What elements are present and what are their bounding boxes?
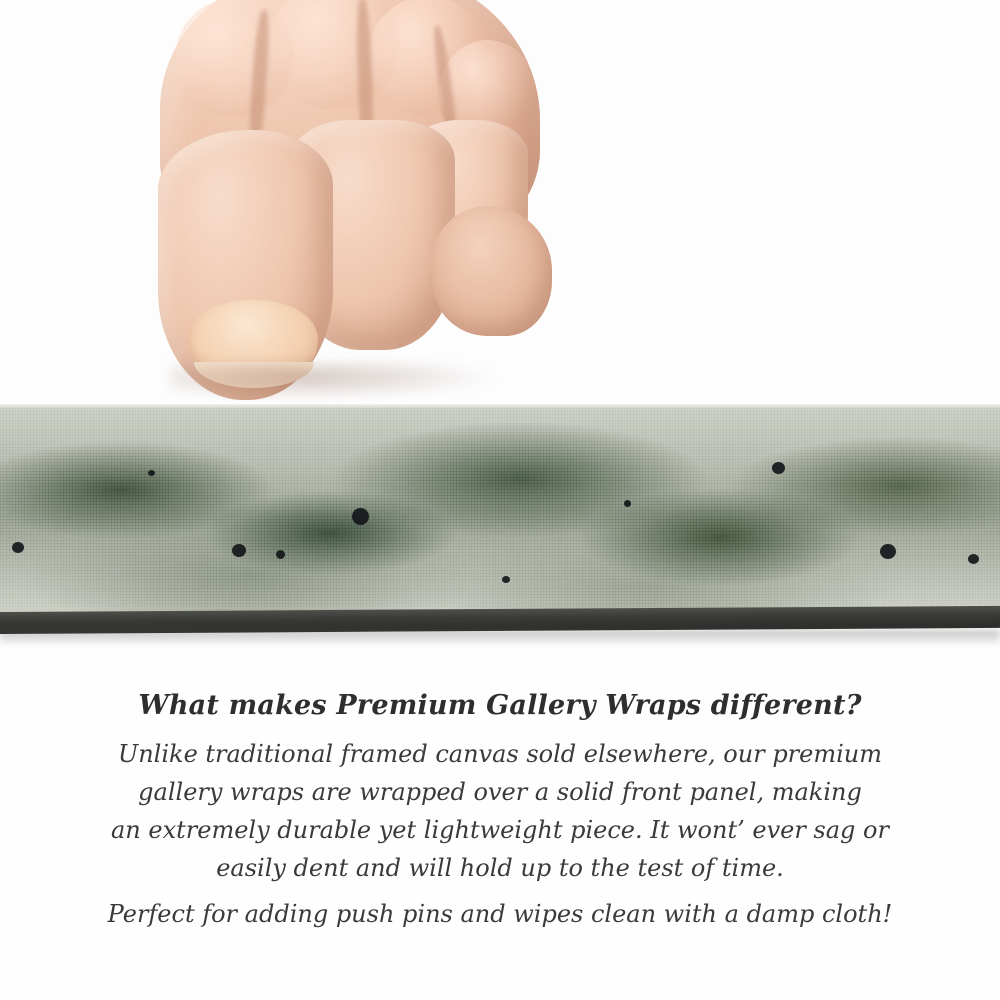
canvas-speck	[148, 470, 155, 476]
thumb	[432, 206, 552, 336]
canvas-speck	[232, 544, 246, 557]
caption-line-1: Unlike traditional framed canvas sold elsewhere, our premium	[117, 740, 882, 768]
canvas-drop-shadow	[0, 630, 1000, 646]
caption-line-3: an extremely durable yet lightweight piece. It wont’ ever sag or	[111, 816, 889, 844]
canvas-edge-strip	[0, 404, 1000, 619]
canvas-speck	[880, 544, 896, 559]
canvas-speck	[352, 508, 369, 525]
caption-line-2: gallery wraps are wrapped over a solid front panel, making	[138, 778, 862, 806]
caption-block	[0, 690, 1000, 933]
canvas-speck	[502, 576, 510, 583]
hand-shadow	[170, 362, 500, 400]
canvas-top-highlight	[0, 404, 1000, 409]
caption-closing-line: Perfect for adding push pins and wipes clean with a damp cloth!	[107, 900, 893, 928]
canvas-speck	[624, 500, 631, 507]
canvas-speck	[276, 550, 285, 559]
hand-illustration	[140, 0, 560, 420]
canvas-speck	[772, 462, 785, 474]
caption-heading: What makes Premium Gallery Wraps different?	[138, 690, 862, 721]
canvas-speck	[968, 554, 979, 564]
canvas-speck	[12, 542, 24, 553]
caption-line-4: easily dent and will hold up to the test of time.	[216, 854, 784, 882]
